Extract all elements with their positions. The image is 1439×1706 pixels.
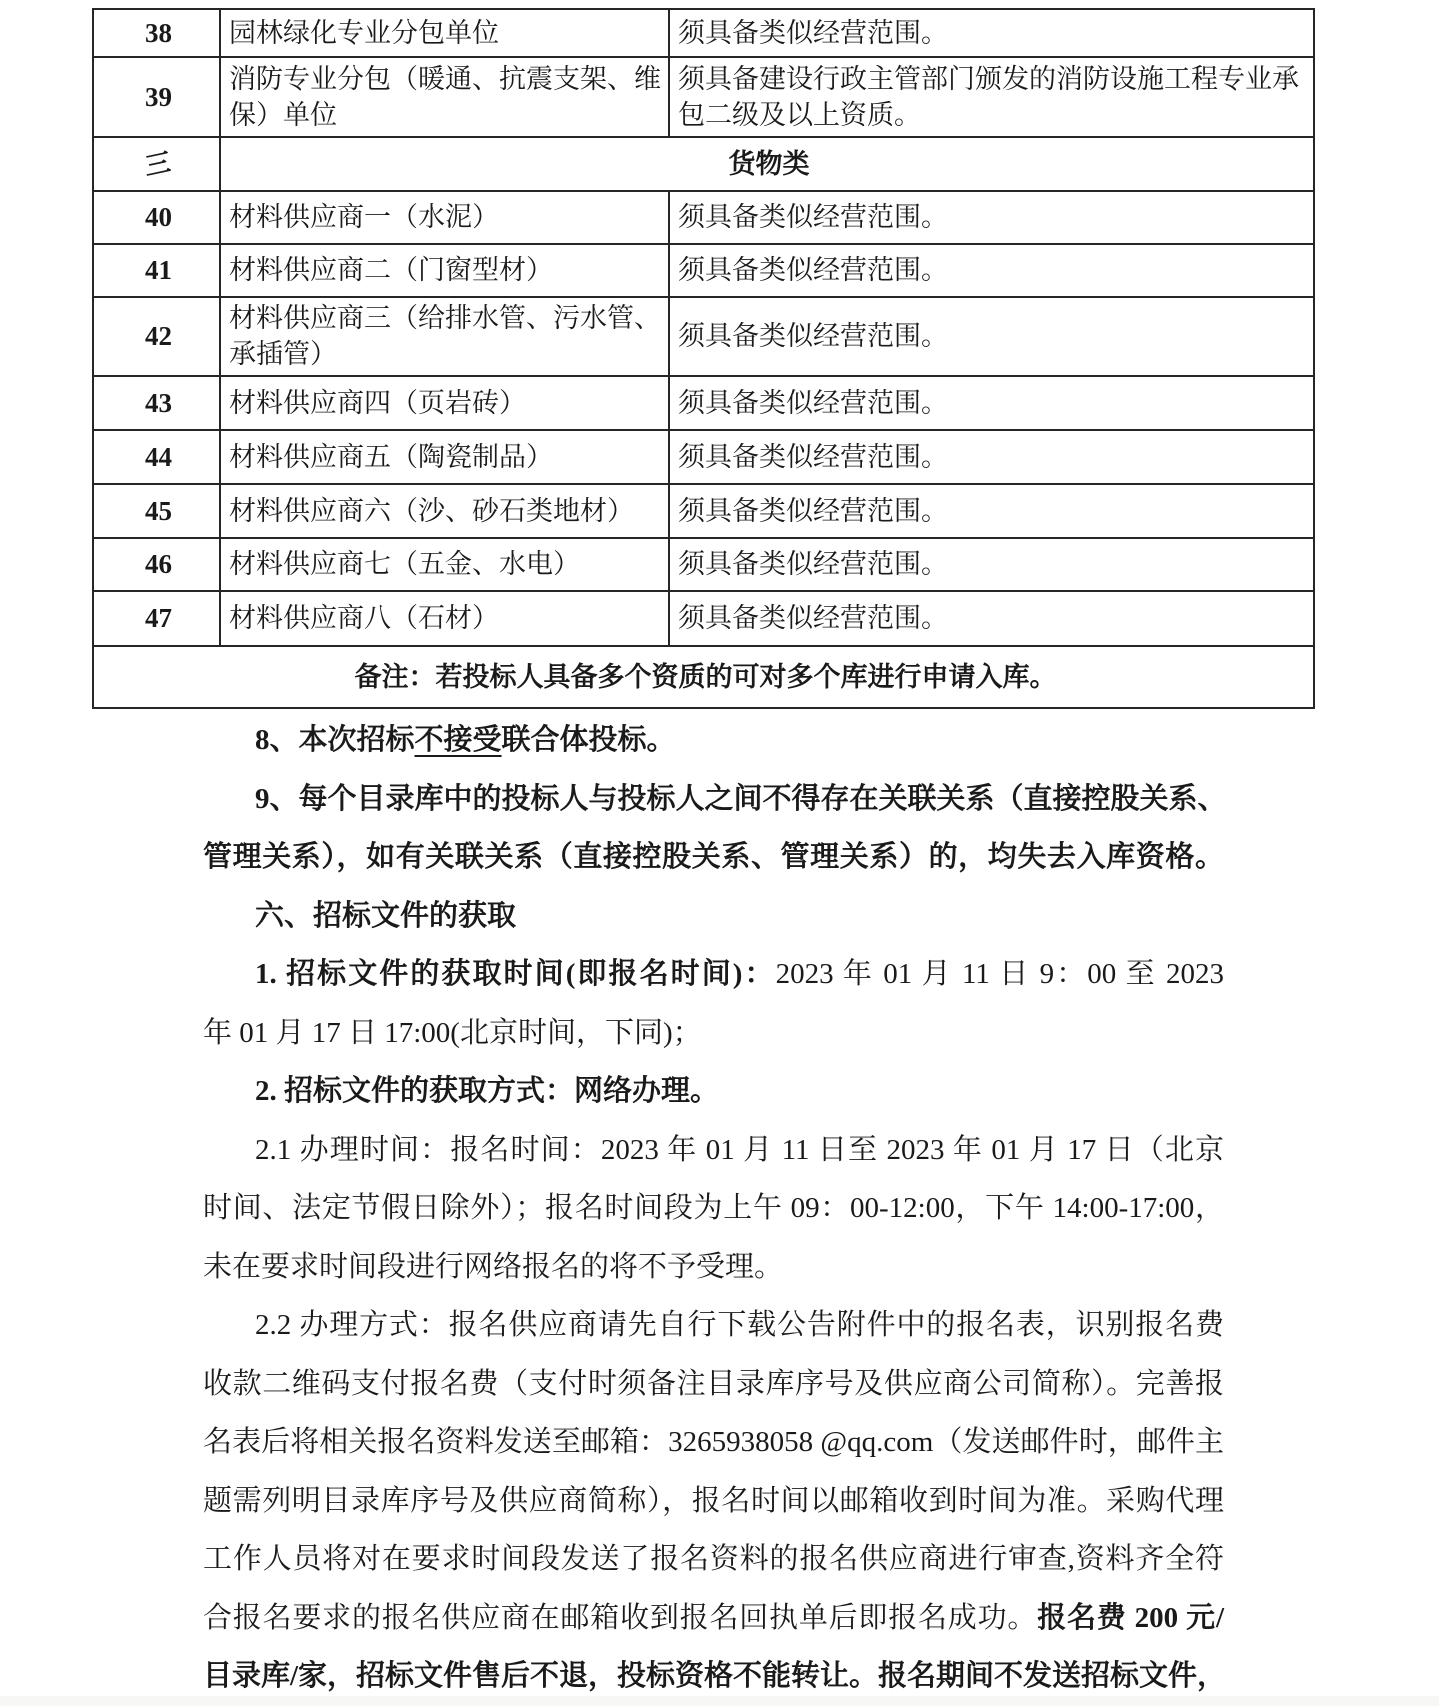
- serial-cell: 44: [93, 430, 220, 484]
- text-segment: 六、招标文件的获取: [255, 899, 517, 932]
- qualification-table: [92, 8, 1315, 709]
- text-line: [203, 1589, 1224, 1648]
- text-line: [203, 1179, 1224, 1238]
- table-row: [93, 244, 1314, 297]
- text-line: [203, 828, 1224, 887]
- requirement-cell: 须具备类似经营范围。: [669, 538, 1314, 591]
- requirement-cell: 须具备类似经营范围。: [669, 376, 1314, 430]
- text-segment: 管理关系），如有关联关系（直接控股关系、管理关系）的，均失去入库资格。: [203, 841, 1224, 873]
- name-cell: 材料供应商七（五金、水电）: [220, 538, 669, 591]
- table-row: [93, 376, 1314, 430]
- serial-cell: [93, 137, 220, 191]
- name-cell: 材料供应商三（给排水管、污水管、承插管）: [220, 297, 669, 376]
- serial-cell: 39: [93, 57, 220, 137]
- requirement-cell: 须具备建设行政主管部门颁发的消防设施工程专业承包二级及以上资质。: [669, 57, 1314, 137]
- note-row: [93, 646, 1314, 708]
- text-segment: 收款二维码支付报名费（支付时须备注目录库序号及供应商公司简称）。完善报: [203, 1367, 1224, 1400]
- text-segment: 不接受: [414, 724, 502, 756]
- table-row: [93, 538, 1314, 591]
- name-cell: 材料供应商八（石材）: [220, 591, 669, 646]
- name-cell: 材料供应商四（页岩砖）: [220, 376, 669, 430]
- text-line: [203, 1355, 1224, 1414]
- requirement-cell: 须具备类似经营范围。: [669, 244, 1314, 297]
- text-segment: 2.1 办理时间：报名时间：2023 年 01 月 11 日至 2023 年 01 月 17 日（北京: [255, 1133, 1224, 1166]
- table-row: [93, 591, 1314, 646]
- serial-cell: 43: [93, 376, 220, 430]
- serial-cell: 40: [93, 191, 220, 244]
- text-segment: 合报名要求的报名供应商在邮箱收到报名回执单后即报名成功。: [203, 1601, 1038, 1634]
- text-line: [203, 1296, 1224, 1355]
- name-cell: 园林绿化专业分包单位: [220, 9, 669, 57]
- text-segment: 未在要求时间段进行网络报名的将不予受理。: [203, 1250, 784, 1283]
- text-segment: 8、本次招标: [255, 724, 415, 756]
- text-line: [203, 1121, 1224, 1180]
- serial-cell: 41: [93, 244, 220, 297]
- text-segment: 工作人员将对在要求时间段发送了报名资料的报名供应商进行审查,资料齐全符: [203, 1543, 1224, 1575]
- text-segment: 目录库/家，招标文件售后不退，投标资格不能转让。报名期间不发送招标文件，: [203, 1660, 1227, 1692]
- category-serial: 三: [144, 147, 173, 182]
- table-row: [93, 57, 1314, 137]
- text-segment: 报名费 200 元/: [1037, 1601, 1224, 1634]
- name-cell: 材料供应商五（陶瓷制品）: [220, 430, 669, 484]
- category-row: [93, 137, 1314, 191]
- serial-cell: 45: [93, 484, 220, 538]
- requirement-cell: 须具备类似经营范围。: [669, 591, 1314, 646]
- text-line: [203, 1238, 1224, 1297]
- requirement-cell: 须具备类似经营范围。: [669, 191, 1314, 244]
- text-segment: 时间、法定节假日除外）；报名时间段为上午 09：00-12:00，下午 14:00-17:00，: [203, 1192, 1224, 1224]
- text-segment: 2023 年 01 月 11 日 9：00 至 2023: [775, 958, 1224, 990]
- text-line: [203, 1647, 1227, 1706]
- text-line: [203, 711, 1224, 770]
- text-line: [203, 1413, 1224, 1472]
- requirement-cell: 须具备类似经营范围。: [669, 297, 1314, 376]
- name-cell: 消防专业分包（暖通、抗震支架、维保）单位: [220, 57, 669, 137]
- text-line: [203, 945, 1224, 1004]
- body-text: [203, 711, 1227, 1706]
- text-line: [203, 887, 1224, 946]
- requirement-cell: 须具备类似经营范围。: [669, 430, 1314, 484]
- text-segment: 1. 招标文件的获取时间(即报名时间)：: [255, 958, 776, 990]
- text-segment: 题需列明目录库序号及供应商简称），报名时间以邮箱收到时间为准。采购代理: [203, 1484, 1224, 1517]
- name-cell: 材料供应商六（沙、砂石类地材）: [220, 484, 669, 538]
- table-row: [93, 191, 1314, 244]
- text-segment: 2. 招标文件的获取方式：网络办理。: [255, 1075, 720, 1107]
- text-segment: 联合体投标。: [501, 724, 676, 756]
- serial-cell: 46: [93, 538, 220, 591]
- text-line: [203, 770, 1227, 829]
- requirement-cell: 须具备类似经营范围。: [669, 9, 1314, 57]
- note-text: 备注：若投标人具备多个资质的可对多个库进行申请入库。: [93, 646, 1314, 708]
- text-segment: 名表后将相关报名资料发送至邮箱：3265938058 @qq.com（发送邮件时，邮件主: [203, 1426, 1224, 1458]
- text-line: [203, 1530, 1224, 1589]
- serial-cell: 38: [93, 9, 220, 57]
- category-label: 货物类: [220, 137, 1314, 191]
- text-segment: 年 01 月 17 日 17:00(北京时间，下同)；: [203, 1016, 702, 1049]
- name-cell: 材料供应商二（门窗型材）: [220, 244, 669, 297]
- text-line: [203, 1062, 1224, 1121]
- requirement-cell: 须具备类似经营范围。: [669, 484, 1314, 538]
- text-line: [203, 1472, 1224, 1531]
- table-row: [93, 430, 1314, 484]
- name-cell: 材料供应商一（水泥）: [220, 191, 669, 244]
- table-row: [93, 9, 1314, 57]
- table-row: [93, 297, 1314, 376]
- serial-cell: 47: [93, 591, 220, 646]
- text-segment: 9、每个目录库中的投标人与投标人之间不得存在关联关系（直接控股关系、: [255, 782, 1227, 815]
- text-segment: 2.2 办理方式：报名供应商请先自行下载公告附件中的报名表，识别报名费: [255, 1309, 1224, 1341]
- text-line: [203, 1004, 1224, 1063]
- table-row: [93, 484, 1314, 538]
- serial-cell: 42: [93, 297, 220, 376]
